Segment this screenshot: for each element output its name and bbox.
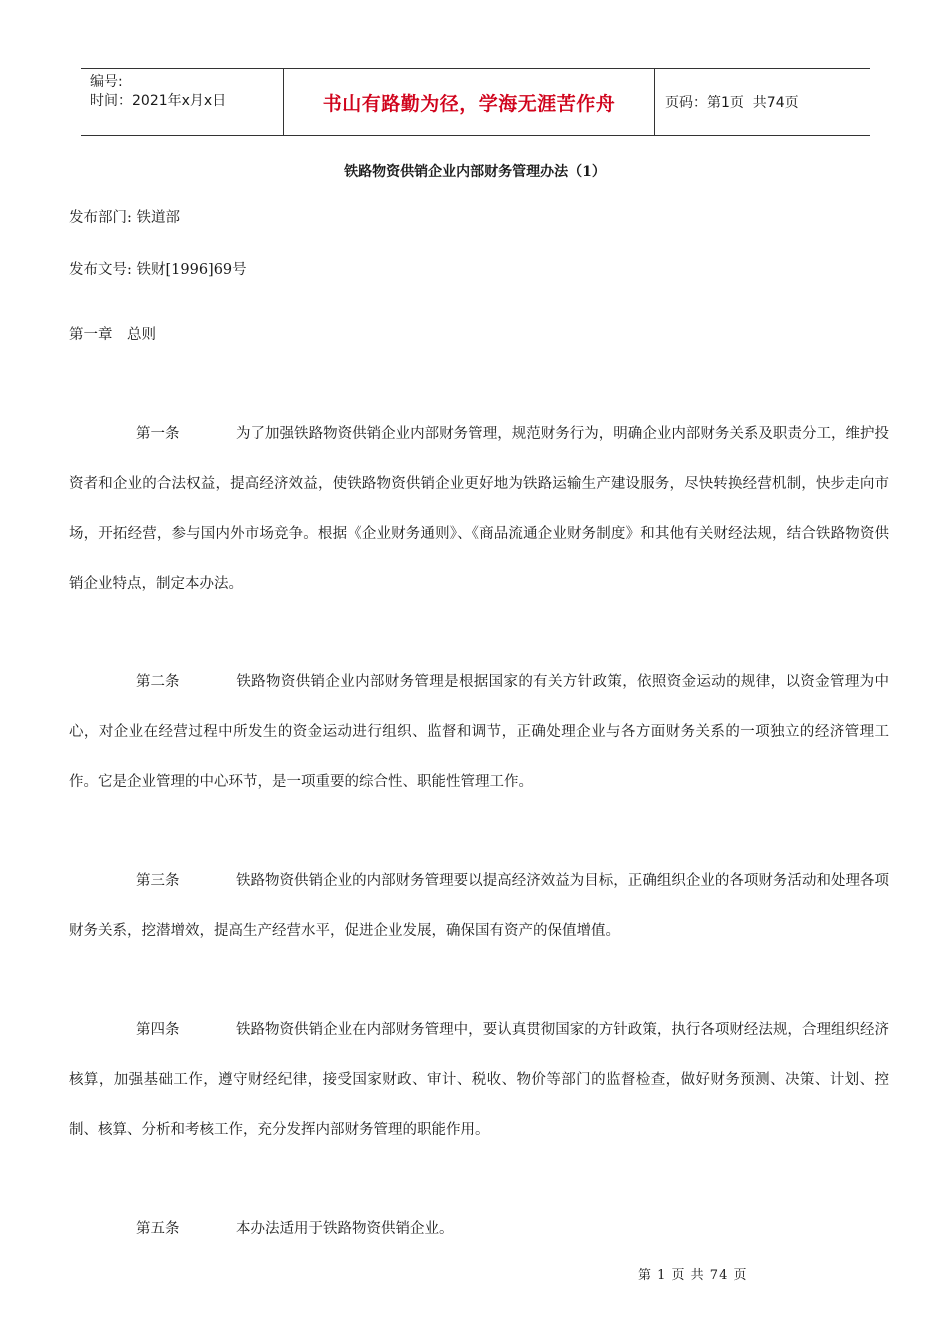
header-info-cell bbox=[81, 69, 283, 135]
document-time-label: 时间：2021年x月x日 bbox=[90, 93, 227, 109]
article-paragraph bbox=[69, 856, 889, 956]
article-label: 第四条 bbox=[136, 1022, 180, 1038]
article-text: 铁路物资供销企业在内部财务管理中，要认真贯彻国家的方针政策，执行各项财经法规，合理组织经济核算，加强基础工作，遵守财经纪律，接受国家财政、审计、税收、物价等部门的监督检查，做好财务预测、决策、计划、控制、核算、分析和考核工作，充分发挥内部财务管理的职能作用。 bbox=[69, 1022, 889, 1138]
page-header bbox=[81, 68, 870, 136]
article-label: 第二条 bbox=[136, 674, 180, 690]
header-page-info: 页码：第1页 共74页 bbox=[665, 95, 799, 111]
article-label: 第三条 bbox=[136, 873, 180, 889]
header-motto: 书山有路勤为径，学海无涯苦作舟 bbox=[283, 69, 655, 135]
article-text: 铁路物资供销企业的内部财务管理要以提高经济效益为目标，正确组织企业的各项财务活动和处理各项财务关系，挖潜增效，提高生产经营水平，促进企业发展，确保国有资产的保值增值。 bbox=[69, 873, 889, 939]
document-title: 铁路物资供销企业内部财务管理办法（1） bbox=[344, 164, 606, 180]
article-text: 为了加强铁路物资供销企业内部财务管理，规范财务行为，明确企业内部财务关系及职责分工，维护投资者和企业的合法权益，提高经济效益，使铁路物资供销企业更好地为铁路运输生产建设服务，尽快转换经营机制，快步走向市场，开拓经营，参与国内外市场竞争。根据《企业财务通则》、《商品流通企业财务制度》和其他有关财经法规，结合铁路物资供销企业特点，制定本办法。 bbox=[69, 426, 889, 592]
page-footer: 第 1 页 共 74 页 bbox=[638, 1268, 748, 1283]
article-label: 第一条 bbox=[136, 426, 180, 442]
document-number-label: 编号: bbox=[90, 74, 123, 90]
article-text: 本办法适用于铁路物资供销企业。 bbox=[236, 1221, 454, 1237]
issuer-line: 发布部门: 铁道部 bbox=[69, 210, 180, 226]
document-number-line: 发布文号: 铁财[1996]69号 bbox=[69, 262, 247, 278]
article-paragraph bbox=[69, 1005, 889, 1155]
article-paragraph bbox=[69, 1204, 889, 1254]
article-label: 第五条 bbox=[136, 1221, 180, 1237]
article-paragraph bbox=[69, 409, 889, 609]
chapter-heading: 第一章 总则 bbox=[69, 327, 156, 343]
article-paragraph bbox=[69, 657, 889, 807]
article-text: 铁路物资供销企业内部财务管理是根据国家的有关方针政策，依照资金运动的规律，以资金管理为中心，对企业在经营过程中所发生的资金运动进行组织、监督和调节，正确处理企业与各方面财务关系的一项独立的经济管理工作。它是企业管理的中心环节，是一项重要的综合性、职能性管理工作。 bbox=[69, 674, 889, 790]
